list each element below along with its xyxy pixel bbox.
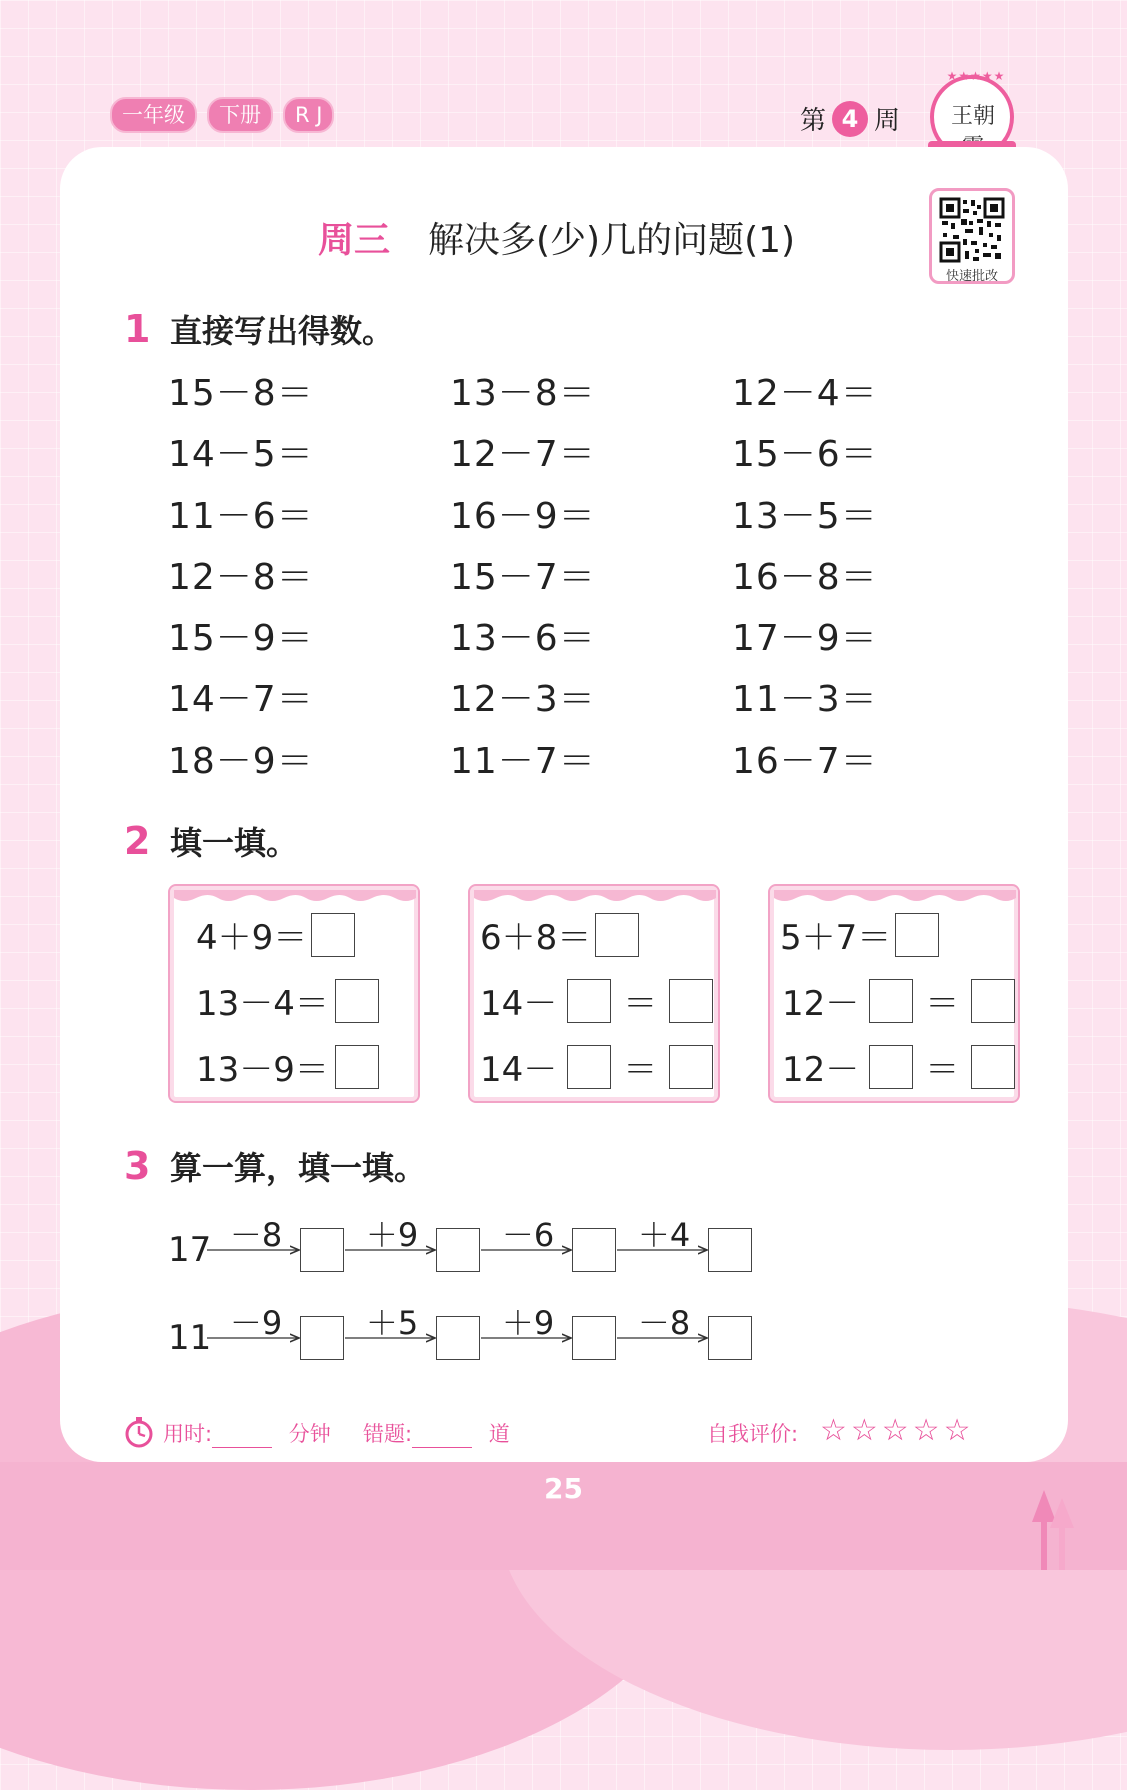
equals-sign: ＝ (925, 984, 960, 1024)
page-title (318, 212, 795, 263)
calc-item: 15－9＝ (168, 618, 314, 660)
page-number: 25 (544, 1472, 583, 1505)
week-prefix: 第 (800, 106, 827, 136)
equals-sign: ＝ (623, 984, 658, 1024)
section-number: 1 (124, 307, 151, 351)
calc-item: 16－8＝ (732, 556, 878, 598)
calc-item: 15－8＝ (168, 373, 314, 414)
stopwatch-icon (124, 1416, 154, 1448)
answer-box[interactable] (669, 979, 713, 1023)
answer-box[interactable] (971, 1045, 1015, 1089)
calc-item: 13－6＝ (450, 618, 596, 660)
chain-operation: －8 (229, 1216, 283, 1254)
calc-item: 18－9＝ (168, 740, 314, 782)
calc-item: 13－5＝ (732, 495, 878, 537)
chain-operation: ＋5 (365, 1304, 419, 1342)
week-number: 4 (832, 101, 868, 137)
title-day: 周三 (318, 220, 391, 261)
grade-tag: 一年级 (110, 97, 197, 133)
time-label: 用时: (163, 1422, 213, 1446)
answer-box[interactable] (335, 979, 379, 1023)
equation-text: 14－ (480, 1050, 558, 1090)
equation-text: 13－4＝ (196, 984, 329, 1024)
chain-start-number: 11 (168, 1318, 212, 1358)
wave-decoration (774, 890, 1016, 904)
answer-box[interactable] (869, 1045, 913, 1089)
errors-label: 错题: (363, 1422, 413, 1446)
section-title: 直接写出得数。 (170, 312, 395, 350)
section-title: 填一填。 (170, 824, 299, 862)
chain-operation: ＋9 (365, 1216, 419, 1254)
calc-item: 12－8＝ (168, 556, 314, 598)
answer-box[interactable] (300, 1228, 344, 1272)
answer-box[interactable] (595, 913, 639, 957)
calc-item: 14－7＝ (168, 679, 314, 721)
qr-code[interactable] (929, 188, 1015, 284)
section-title: 算一算，填一填。 (170, 1149, 427, 1187)
answer-box[interactable] (436, 1316, 480, 1360)
answer-box[interactable] (567, 979, 611, 1023)
calc-item: 15－6＝ (732, 434, 878, 476)
fill-panel (768, 884, 1020, 1103)
answer-box[interactable] (708, 1316, 752, 1360)
answer-box[interactable] (572, 1228, 616, 1272)
week-suffix: 周 (874, 106, 901, 136)
wave-decoration (474, 890, 716, 904)
section-3-heading (124, 1143, 426, 1189)
answer-box[interactable] (300, 1316, 344, 1360)
equals-sign: ＝ (623, 1050, 658, 1090)
equation-text: 5＋7＝ (780, 918, 892, 958)
time-blank[interactable] (212, 1447, 272, 1448)
calc-item: 13－8＝ (450, 373, 596, 414)
calc-item: 17－9＝ (732, 618, 878, 660)
answer-box[interactable] (572, 1316, 616, 1360)
week-indicator (800, 100, 900, 137)
equation-text: 12－ (782, 984, 860, 1024)
equation-text: 6＋8＝ (480, 918, 592, 958)
minute-label: 分钟 (288, 1422, 331, 1446)
calc-item: 16－9＝ (450, 495, 596, 537)
qr-label: 快速批改 (945, 269, 998, 284)
answer-box[interactable] (335, 1045, 379, 1089)
fill-panel (468, 884, 720, 1103)
section-1-heading (124, 306, 394, 352)
section-number: 2 (124, 819, 151, 863)
calc-item: 14－5＝ (168, 434, 314, 476)
calc-item: 11－7＝ (450, 740, 596, 782)
chain-operation: －8 (637, 1304, 691, 1342)
dao-label: 道 (488, 1422, 510, 1446)
answer-box[interactable] (869, 979, 913, 1023)
chain-operation: ＋4 (637, 1216, 691, 1254)
volume-tag: 下册 (207, 97, 273, 133)
chain-start-number: 17 (168, 1230, 212, 1270)
errors-field (363, 1418, 510, 1448)
answer-box[interactable] (567, 1045, 611, 1089)
errors-blank[interactable] (412, 1447, 472, 1448)
calc-item: 15－7＝ (450, 556, 596, 598)
grade-tags (110, 97, 334, 133)
fill-panel (168, 884, 420, 1103)
chain-operation: －6 (501, 1216, 555, 1254)
chain-operation: －9 (229, 1304, 283, 1342)
self-eval-label: 自我评价: (707, 1422, 799, 1446)
time-field (163, 1418, 331, 1448)
calc-item: 12－3＝ (450, 679, 596, 721)
equation-text: 14－ (480, 984, 558, 1024)
calc-item: 12－4＝ (732, 373, 878, 414)
answer-box[interactable] (669, 1045, 713, 1089)
wave-decoration (174, 890, 416, 904)
logo-stars-icon: ★★★★★ (946, 69, 1006, 83)
section-number: 3 (124, 1144, 151, 1188)
calc-item: 11－6＝ (168, 495, 314, 537)
equation-text: 4＋9＝ (196, 918, 308, 958)
calc-item: 16－7＝ (732, 740, 878, 782)
answer-box[interactable] (895, 913, 939, 957)
chain-operation: ＋9 (501, 1304, 555, 1342)
rating-stars[interactable]: ☆☆☆☆☆ (820, 1413, 975, 1448)
edition-tag: R J (283, 97, 334, 133)
calc-item: 11－3＝ (732, 679, 878, 721)
title-text: 解决多(少)几的问题(1) (428, 220, 796, 261)
answer-box[interactable] (708, 1228, 752, 1272)
arrow-decoration-icon (1030, 1490, 1080, 1570)
equals-sign: ＝ (925, 1050, 960, 1090)
answer-box[interactable] (971, 979, 1015, 1023)
calc-item: 12－7＝ (450, 434, 596, 476)
qr-code-icon (939, 197, 1005, 263)
equation-text: 13－9＝ (196, 1050, 329, 1090)
answer-box[interactable] (311, 913, 355, 957)
equation-text: 12－ (782, 1050, 860, 1090)
calculation-grid (168, 372, 1008, 801)
section-2-heading (124, 818, 298, 864)
logo-text: 王朝 (950, 104, 995, 129)
answer-box[interactable] (436, 1228, 480, 1272)
